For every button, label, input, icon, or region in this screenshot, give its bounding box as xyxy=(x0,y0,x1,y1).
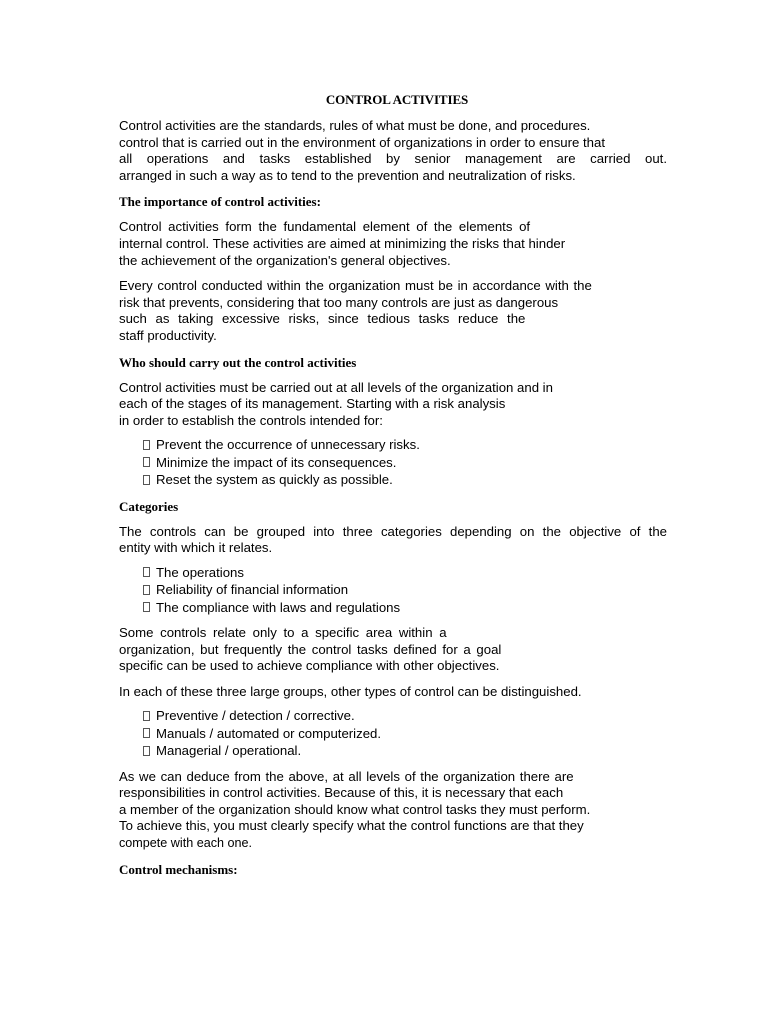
paragraph-line: As we can deduce from the above, at all levels of the organization there are xyxy=(119,768,574,784)
types-list xyxy=(119,707,667,759)
mechanisms-heading: Control mechanisms: xyxy=(119,861,238,877)
list-item xyxy=(143,599,667,616)
paragraph-line: compete with each one. xyxy=(119,835,253,850)
paragraph-line: Every control conducted within the organization must be in accordance with the xyxy=(119,278,592,294)
importance-paragraph-1 xyxy=(119,219,667,269)
importance-heading: The importance of control activities: xyxy=(119,194,321,210)
list-item-text: Reliability of financial information xyxy=(156,582,349,598)
paragraph-line: each of the stages of its management. Starting with a risk analysis xyxy=(119,396,506,412)
list-item xyxy=(143,564,667,581)
list-item-text: Minimize the impact of its consequences. xyxy=(156,454,397,470)
who-heading: Who should carry out the control activities xyxy=(119,354,357,370)
intro-line: control that is carried out in the environment of organizations in order to ensure that xyxy=(119,134,606,150)
list-item-text: Managerial / operational. xyxy=(156,743,302,759)
paragraph-line: risk that prevents, considering that too many controls are just as dangerous xyxy=(119,294,559,310)
categories-heading: Categories xyxy=(119,498,179,514)
paragraph-line: The controls can be grouped into three categories depending on the objective of the xyxy=(119,523,667,539)
paragraph-line: Control activities must be carried out at all levels of the organization and in xyxy=(119,379,553,395)
document-page xyxy=(119,92,667,887)
paragraph-line: the achievement of the organization's general objectives. xyxy=(119,252,451,268)
closing-paragraph xyxy=(119,769,667,852)
paragraph-line: staff productivity. xyxy=(119,327,217,343)
paragraph-line: entity with which it relates. xyxy=(119,540,273,556)
list-item-text: Prevent the occurrence of unnecessary risks. xyxy=(156,437,420,453)
list-item xyxy=(143,725,667,742)
bullet-icon xyxy=(143,585,150,595)
list-item-text: The operations xyxy=(156,564,244,580)
intro-paragraph xyxy=(119,118,667,184)
categories-paragraph-3 xyxy=(119,684,667,701)
paragraph-line: In each of these three large groups, other types of control can be distinguished. xyxy=(119,683,582,699)
paragraph-line: internal control. These activities are aimed at minimizing the risks that hinder xyxy=(119,235,566,251)
list-item xyxy=(143,454,667,471)
intro-line: all operations and tasks established by senior management are carried out. xyxy=(119,151,667,167)
paragraph-line: responsibilities in control activities. Because of this, it is necessary that each xyxy=(119,785,564,801)
categories-list xyxy=(119,564,667,616)
paragraph-line: such as taking excessive risks, since tedious tasks reduce the xyxy=(119,311,526,327)
importance-paragraph-2 xyxy=(119,278,667,344)
who-paragraph xyxy=(119,380,667,430)
who-list xyxy=(119,436,667,488)
bullet-icon xyxy=(143,440,150,450)
paragraph-line: Control activities form the fundamental element of the elements of xyxy=(119,219,531,235)
bullet-icon xyxy=(143,711,150,721)
list-item xyxy=(143,742,667,759)
intro-line: arranged in such a way as to tend to the prevention and neutralization of risks. xyxy=(119,167,576,183)
intro-line: Control activities are the standards, rules of what must be done, and procedures. xyxy=(119,118,591,133)
list-item-text: Manuals / automated or computerized. xyxy=(156,725,382,741)
list-item xyxy=(143,707,667,724)
paragraph-line: a member of the organization should know what control tasks they must perform. xyxy=(119,801,591,817)
bullet-icon xyxy=(143,567,150,577)
list-item xyxy=(143,436,667,453)
paragraph-line: specific can be used to achieve compliance with other objectives. xyxy=(119,658,500,674)
document-title: CONTROL ACTIVITIES xyxy=(325,92,469,107)
bullet-icon xyxy=(143,728,150,738)
bullet-icon xyxy=(143,457,150,467)
list-item-text: Reset the system as quickly as possible. xyxy=(156,472,393,488)
bullet-icon xyxy=(143,602,150,612)
bullet-icon xyxy=(143,746,150,756)
list-item-text: The compliance with laws and regulations xyxy=(156,599,401,615)
list-item xyxy=(143,581,667,598)
paragraph-line: in order to establish the controls intended for: xyxy=(119,412,383,428)
paragraph-line: organization, but frequently the control tasks defined for a goal xyxy=(119,641,502,657)
bullet-icon xyxy=(143,475,150,485)
list-item-text: Preventive / detection / corrective. xyxy=(156,708,355,724)
paragraph-line: Some controls relate only to a specific area within a xyxy=(119,624,447,640)
paragraph-line: To achieve this, you must clearly specify what the control functions are that they xyxy=(119,818,584,834)
categories-paragraph-1 xyxy=(119,524,667,557)
categories-paragraph-2 xyxy=(119,625,667,675)
list-item xyxy=(143,471,667,488)
